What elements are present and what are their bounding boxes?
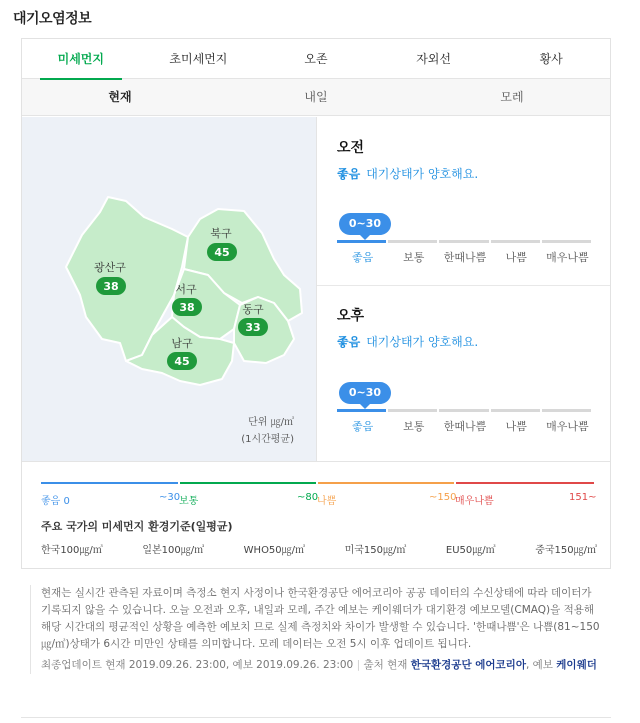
update-info: 최종업데이트 현재 2019.09.26. 23:00, 예보 2019.09.26. 23:00 | 출처 현재 한국환경공단 에어코리아, 예보 케이웨더 [41, 659, 597, 671]
period-divider [317, 285, 610, 286]
page-title: 대기오염정보 [13, 11, 92, 27]
legend-labels [41, 492, 601, 506]
district-label-nam: 남구 [171, 337, 193, 350]
status-pm [337, 333, 597, 350]
subtab-today[interactable]: 현재 [108, 90, 132, 104]
range-badge-pm: 0~30 [339, 382, 391, 404]
standards-title: 주요 국가의 미세먼지 환경기준(일평균) [41, 520, 233, 533]
scale-seg [388, 409, 437, 412]
period-label-am: 오전 [337, 140, 365, 156]
district-value-buk [207, 243, 237, 261]
scale-seg [439, 240, 488, 243]
standard-item: 일본100㎍/㎥ [142, 545, 205, 556]
district-map [22, 117, 316, 461]
period-label-pm: 오후 [337, 308, 365, 324]
scale-bar-am [337, 240, 593, 243]
source-link-kweather[interactable]: 케이웨더 [556, 659, 597, 671]
district-label-seo: 서구 [175, 283, 197, 296]
scale-seg [542, 240, 591, 243]
legend-label: 좋음 0 [41, 496, 70, 507]
legend-bar-normal [180, 482, 316, 484]
legend-label: ~30 [159, 492, 181, 503]
standards-list [41, 541, 597, 556]
source-mid: , 예보 [525, 659, 553, 671]
svg-text:33: 33 [245, 321, 261, 334]
legend-bar-good [41, 482, 178, 484]
district-value-gwangsan [96, 277, 126, 295]
air-quality-card [21, 38, 611, 569]
district-label-buk: 북구 [210, 227, 232, 240]
subtab-day-after[interactable]: 모레 [500, 90, 524, 104]
scale-label: 한때나쁨 [443, 251, 487, 264]
tab-uv[interactable]: 자외선 [416, 51, 451, 66]
forecast-panel [316, 117, 610, 461]
district-label-gwangsan: 광산구 [94, 261, 126, 274]
notes-body: 현재는 실시간 관측된 자료이며 측정소 현지 사정이나 한국환경공단 에어코리아 공공 데이터의 수신상태에 따라 데이터가 기록되지 않을 수 있습니다. 오늘 오전과 오후, 내일과 모레, 주간 예보는 케이웨더가 대기환경 예보모델(CMAQ)을 적용해 해당 시간대의 평균적인 상황을 예측한 예보치 므로 실제 측정치와 차이가 발생할 수 있습니다. '한때나쁨'은 나쁨(81~150㎍/㎥)상태가 6시간 미만인 상태를 의미합니다. 모레 데이터는 오전 5시 이후 업데이트 됩니다. [41, 587, 600, 650]
scale-labels-am [337, 249, 593, 265]
scale-seg [542, 409, 591, 412]
svg-text:38: 38 [103, 280, 119, 293]
standard-item: EU50㎍/㎥ [445, 545, 496, 556]
scale-seg [337, 409, 386, 412]
pollutant-tabs [22, 39, 610, 79]
source-link-airkorea[interactable]: 한국환경공단 에어코리아 [410, 659, 526, 671]
scale-am [337, 213, 613, 264]
scale-label: 좋음 [351, 420, 374, 433]
grade-legend [22, 461, 610, 569]
standard-item: 미국150㎍/㎥ [344, 545, 407, 556]
tab-yellow-dust[interactable]: 황사 [539, 51, 563, 66]
scale-labels-pm [337, 418, 593, 434]
scale-pm [337, 382, 613, 433]
scale-label: 좋음 [351, 251, 374, 264]
status-am [337, 165, 597, 182]
legend-label: ~150 [429, 492, 457, 503]
svg-text:45: 45 [174, 355, 190, 368]
standard-item: 중국150㎍/㎥ [535, 545, 597, 556]
unit-note: (1시간평균) [241, 434, 294, 445]
grade-pm: 좋음 [337, 335, 361, 349]
scale-seg [388, 240, 437, 243]
legend-label: 매우나쁨 [455, 496, 494, 507]
bottom-divider [21, 717, 611, 718]
svg-text:38: 38 [179, 301, 195, 314]
legend-bar-very-bad [456, 482, 594, 484]
scale-seg [337, 240, 386, 243]
unit-label: 단위 ㎍/㎥ [248, 417, 294, 428]
desc-pm: 대기상태가 양호해요. [366, 335, 479, 349]
gwangju-map-svg [22, 117, 316, 461]
district-value-seo [172, 298, 202, 316]
district-label-dong: 동구 [242, 303, 264, 316]
legend-label: 보통 [179, 496, 199, 507]
svg-text:45: 45 [214, 246, 230, 259]
scale-label: 나쁨 [505, 251, 527, 264]
scale-label: 매우나쁨 [546, 251, 589, 264]
legend-bar-bad [318, 482, 454, 484]
scale-label: 보통 [403, 251, 425, 264]
legend-bars [41, 482, 594, 484]
standard-item: WHO50㎍/㎥ [243, 545, 306, 556]
tab-fine-dust[interactable]: 미세먼지 [22, 39, 140, 79]
day-tabs [22, 79, 610, 116]
forecast-am [337, 137, 597, 182]
scale-seg [491, 409, 540, 412]
grade-am: 좋음 [337, 167, 361, 181]
notes-section [30, 585, 600, 674]
scale-label: 매우나쁨 [546, 420, 589, 433]
district-value-nam [167, 352, 197, 370]
source-prefix: 출처 현재 [363, 659, 408, 671]
updated-time: 최종업데이트 현재 2019.09.26. 23:00, 예보 2019.09.26. 23:00 [41, 659, 354, 671]
legend-label: ~80 [297, 492, 319, 503]
scale-label: 나쁨 [505, 420, 527, 433]
desc-am: 대기상태가 양호해요. [366, 167, 479, 181]
forecast-pm [337, 305, 597, 350]
legend-label: 151~ [569, 492, 597, 503]
tab-ultrafine-dust[interactable]: 초미세먼지 [169, 51, 228, 66]
scale-seg [491, 240, 540, 243]
subtab-tomorrow[interactable]: 내일 [304, 90, 328, 104]
standard-item: 한국100㎍/㎥ [41, 545, 103, 556]
scale-seg [439, 409, 488, 412]
scale-label: 한때나쁨 [443, 420, 487, 433]
tab-ozone[interactable]: 오존 [304, 51, 328, 66]
legend-label: 나쁨 [317, 496, 337, 507]
scale-bar-pm [337, 409, 593, 412]
scale-label: 보통 [403, 420, 425, 433]
range-badge-am: 0~30 [339, 213, 391, 235]
district-value-dong [238, 318, 268, 336]
